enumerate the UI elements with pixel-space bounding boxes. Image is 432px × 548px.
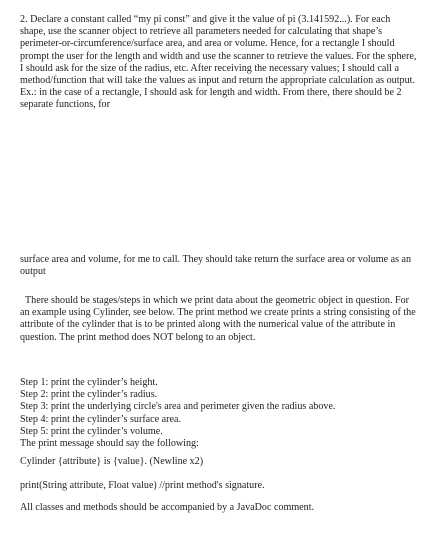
print-message-intro: The print message should say the following: <box>20 438 199 450</box>
step-item: Step 1: print the cylinder’s height. <box>20 377 158 388</box>
signature-text: print(String attribute, Float value) //print method's signature. <box>20 480 265 491</box>
javadoc-text: All classes and methods should be accompanied by a JavaDoc comment. <box>20 502 315 513</box>
steps-list <box>20 377 418 450</box>
step-item: Step 2: print the cylinder’s radius. <box>20 389 158 401</box>
paragraph-text: 2. Declare a constant called “my pi const” and give it the value of pi (3.141592...). For each shape, use the scanner object to retrieve all parameters needed for calculating that shape’s perimeter-or-circumference/surface area, and area or volume. Hence, for a rectangle I should prompt the user for the length and width and use the scanner to retrieve the values. For the sphere, I should ask for the size of the radius, etc. After receiving the necessary values; I should call a method/function that will take the values as input and return the appropriate calculation as output. Ex.: in the case of a rectangle, I should ask for length and width. From there, there should be 2 separate functions, for <box>20 14 417 111</box>
step-item: Step 3: print the underlying circle's area and perimeter given the radius above. <box>20 401 336 413</box>
paragraph-text: surface area and volume, for me to call. They should take return the surface area or volume as an output <box>20 254 412 278</box>
step-item: Step 5: print the cylinder’s volume. <box>20 425 163 437</box>
format-line <box>20 456 418 468</box>
paragraph-print-stages <box>20 295 418 344</box>
paragraph-text: There should be stages/steps in which we print data about the geometric object in question. For an example using Cylinder, see below. The print method we create prints a string consisting of the attribute of the cylinder that is to be printed along with the numerical value of the attribute in question. The print method does NOT belong to an object. <box>20 295 416 343</box>
format-text: Cylinder {attribute} is {value}. (Newline x2) <box>20 456 204 467</box>
paragraph-continuation <box>20 254 418 278</box>
signature-line <box>20 480 418 492</box>
paragraph-instructions <box>20 14 418 112</box>
javadoc-line <box>20 502 418 514</box>
step-item: Step 4: print the cylinder’s surface area. <box>20 413 181 425</box>
